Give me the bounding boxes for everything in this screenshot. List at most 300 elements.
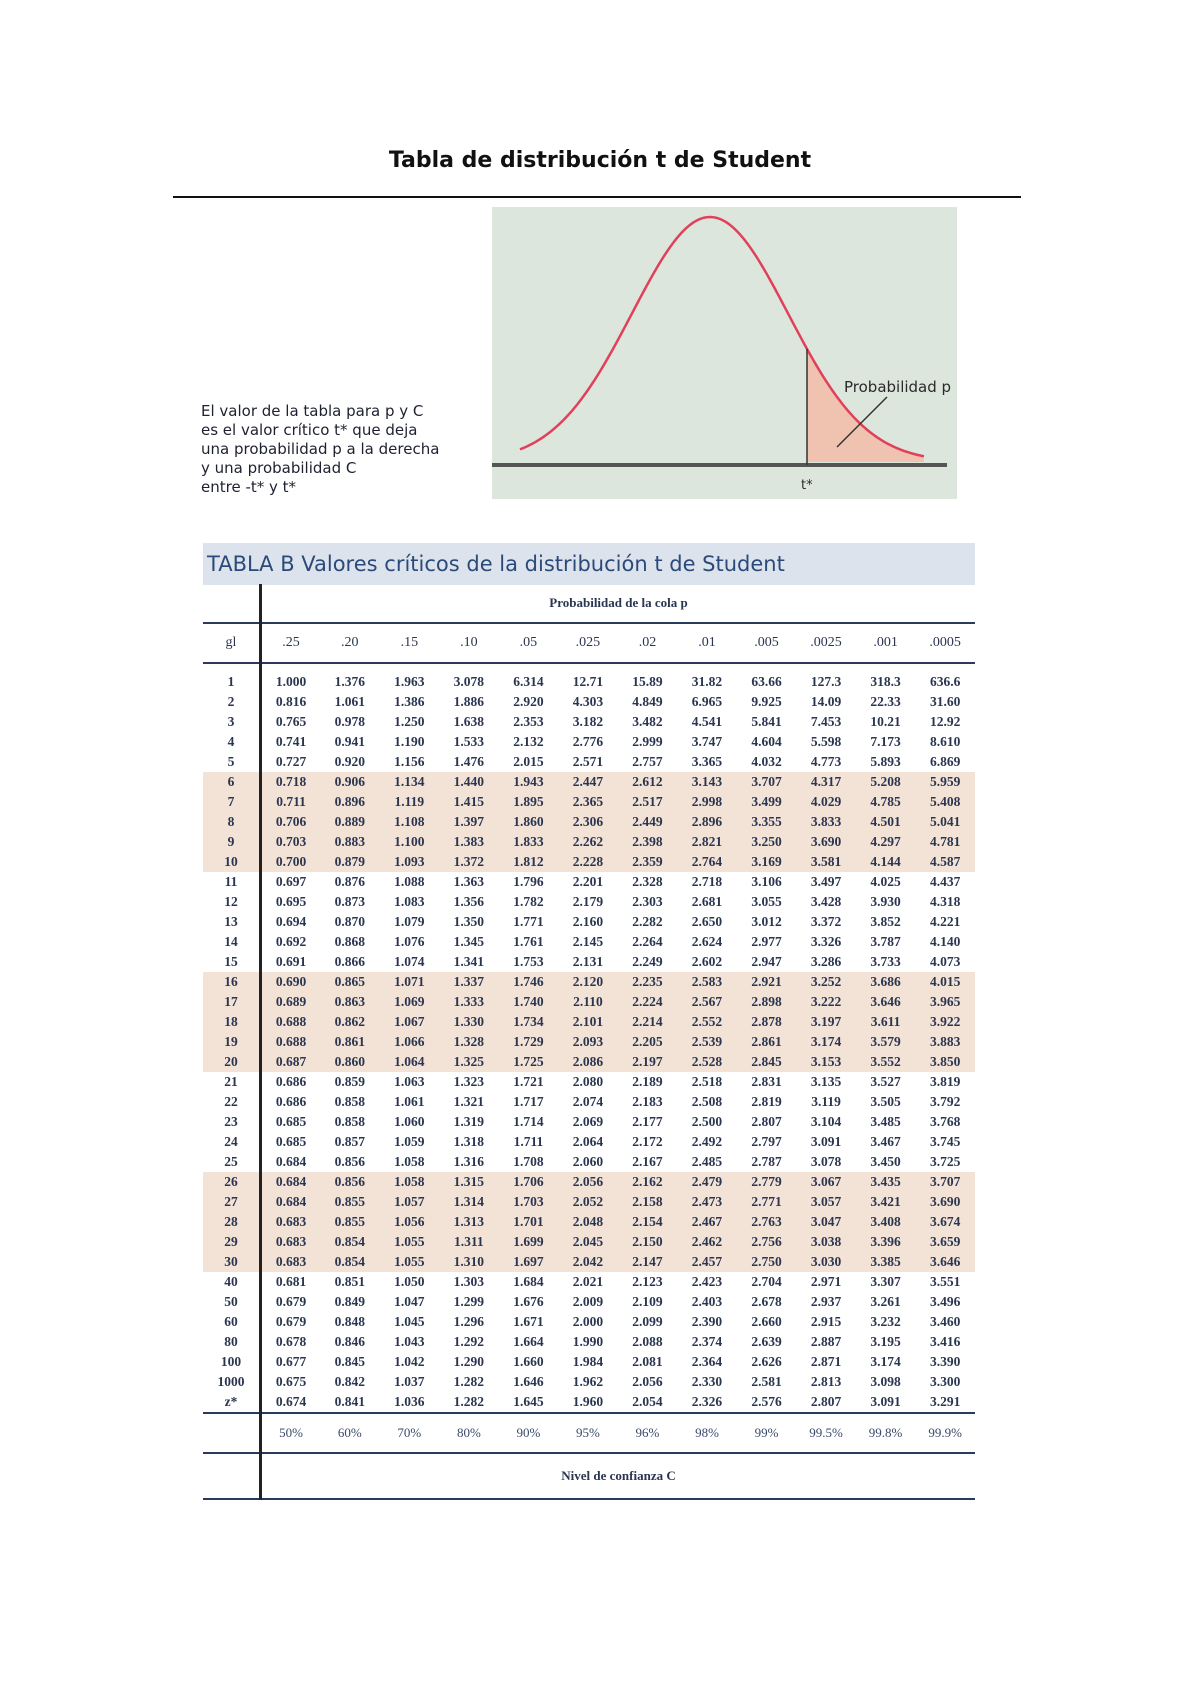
- value-cell: 2.807: [751, 1114, 782, 1129]
- value-cell: 3.460: [929, 1314, 961, 1329]
- value-cell: 0.695: [275, 894, 307, 909]
- value-cell: 1.638: [453, 714, 485, 729]
- value-cell: 1.706: [499, 1172, 559, 1192]
- value-cell: 3.326: [810, 934, 842, 949]
- value-cell: 3.135: [810, 1074, 842, 1089]
- value-cell: 2.330: [691, 1374, 723, 1389]
- value-cell: 2.224: [618, 992, 678, 1012]
- value-cell: 0.816: [275, 694, 307, 709]
- value-cell: 2.915: [810, 1314, 842, 1329]
- value-cell: 4.029: [796, 792, 856, 812]
- value-cell: 1.319: [453, 1114, 485, 1129]
- value-cell: 2.264: [632, 934, 663, 949]
- table-row: [203, 1252, 975, 1272]
- value-cell: 6.965: [691, 694, 723, 709]
- value-cell: 3.552: [856, 1052, 916, 1072]
- table-row: [203, 672, 975, 692]
- value-cell: 1.323: [453, 1074, 485, 1089]
- value-cell: 1.045: [394, 1314, 425, 1329]
- value-cell: 1.058: [394, 1154, 425, 1169]
- value-cell: 3.659: [915, 1232, 975, 1252]
- value-cell: 2.797: [751, 1134, 782, 1149]
- value-cell: 0.879: [320, 852, 380, 872]
- value-cell: 1.037: [394, 1374, 425, 1389]
- value-cell: 0.674: [261, 1392, 321, 1413]
- value-cell: 2.306: [558, 812, 618, 832]
- value-cell: 3.745: [929, 1134, 961, 1149]
- value-cell: 0.697: [275, 874, 307, 889]
- value-cell: 5.598: [810, 734, 842, 749]
- value-cell: 0.684: [275, 1154, 307, 1169]
- value-cell: 1.311: [439, 1232, 499, 1252]
- value-cell: 2.845: [737, 1052, 797, 1072]
- value-cell: 0.683: [261, 1252, 321, 1272]
- value-cell: 2.009: [572, 1294, 604, 1309]
- value-cell: 1.055: [380, 1232, 440, 1252]
- value-cell: 3.551: [929, 1274, 961, 1289]
- value-cell: 2.101: [558, 1012, 618, 1032]
- gl-cell: 20: [203, 1052, 261, 1072]
- value-cell: 1.321: [453, 1094, 485, 1109]
- corner-cell: [203, 1453, 261, 1499]
- value-cell: 2.479: [677, 1172, 737, 1192]
- value-cell: 1.833: [499, 832, 559, 852]
- value-cell: 2.467: [677, 1212, 737, 1232]
- table-row: [203, 1332, 975, 1352]
- value-cell: 1.316: [453, 1154, 485, 1169]
- value-cell: 4.303: [572, 694, 604, 709]
- gl-cell: 22: [203, 1092, 261, 1112]
- gl-cell: 14: [203, 932, 261, 952]
- value-cell: 0.677: [275, 1354, 307, 1369]
- value-cell: 0.848: [334, 1314, 365, 1329]
- value-cell: 1.314: [439, 1192, 499, 1212]
- table-row: [203, 1212, 975, 1232]
- value-cell: 4.221: [929, 914, 961, 929]
- value-cell: 1.734: [499, 1012, 559, 1032]
- value-cell: 3.153: [796, 1052, 856, 1072]
- value-cell: 2.718: [691, 874, 723, 889]
- value-cell: 0.876: [334, 874, 365, 889]
- value-cell: 3.055: [751, 894, 782, 909]
- value-cell: 1.895: [499, 792, 559, 812]
- value-cell: 0.883: [320, 832, 380, 852]
- confidence-cell: 99%: [737, 1413, 797, 1453]
- value-cell: 3.385: [856, 1252, 916, 1272]
- value-cell: 1.282: [439, 1392, 499, 1413]
- value-cell: 2.359: [618, 852, 678, 872]
- value-cell: 2.539: [677, 1032, 737, 1052]
- value-cell: 1.753: [513, 954, 544, 969]
- table-row: [203, 852, 975, 872]
- prob-label: Probabilidad p: [844, 378, 952, 396]
- value-cell: 2.999: [632, 734, 663, 749]
- value-cell: 2.088: [632, 1334, 663, 1349]
- value-cell: 0.686: [275, 1074, 307, 1089]
- value-cell: 0.765: [275, 714, 307, 729]
- value-cell: 2.831: [751, 1074, 782, 1089]
- gl-header: gl: [203, 623, 261, 663]
- value-cell: 1.984: [572, 1354, 604, 1369]
- value-cell: 10.21: [870, 714, 901, 729]
- value-cell: 636.6: [929, 674, 961, 689]
- table-row: [203, 1352, 975, 1372]
- value-cell: 1.725: [499, 1052, 559, 1072]
- confidence-cell: 96%: [618, 1413, 678, 1453]
- value-cell: 1.350: [453, 914, 485, 929]
- gl-cell: 4: [203, 732, 261, 752]
- value-cell: 2.390: [691, 1314, 723, 1329]
- caption-top-row: [203, 584, 975, 623]
- value-cell: 1.313: [439, 1212, 499, 1232]
- value-cell: 0.854: [320, 1252, 380, 1272]
- spacer-cell: [261, 663, 976, 672]
- value-cell: 2.756: [737, 1232, 797, 1252]
- value-cell: 3.852: [870, 914, 901, 929]
- table-row: [203, 1112, 975, 1132]
- value-cell: 0.685: [275, 1134, 307, 1149]
- value-cell: 4.317: [796, 772, 856, 792]
- gl-cell: 23: [203, 1112, 261, 1132]
- value-cell: 1.296: [453, 1314, 485, 1329]
- value-cell: 3.416: [929, 1334, 961, 1349]
- value-cell: 3.078: [453, 674, 485, 689]
- value-cell: 1.060: [394, 1114, 425, 1129]
- value-cell: 2.056: [632, 1374, 663, 1389]
- column-header-row: [203, 623, 975, 663]
- value-cell: 2.500: [691, 1114, 723, 1129]
- value-cell: 2.074: [572, 1094, 604, 1109]
- value-cell: 2.177: [632, 1114, 663, 1129]
- value-cell: 3.787: [870, 934, 901, 949]
- value-cell: 3.195: [870, 1334, 901, 1349]
- value-cell: 2.201: [572, 874, 604, 889]
- value-cell: 1.067: [380, 1012, 440, 1032]
- table-row: [203, 732, 975, 752]
- value-cell: 0.858: [334, 1114, 365, 1129]
- value-cell: 2.303: [632, 894, 663, 909]
- value-cell: 2.154: [618, 1212, 678, 1232]
- value-cell: 2.977: [751, 934, 782, 949]
- value-cell: 1.337: [439, 972, 499, 992]
- value-cell: 0.681: [275, 1274, 307, 1289]
- value-cell: 3.143: [677, 772, 737, 792]
- value-cell: 1.047: [394, 1294, 425, 1309]
- value-cell: 2.081: [632, 1354, 663, 1369]
- value-cell: 1.386: [394, 694, 425, 709]
- value-cell: 2.150: [618, 1232, 678, 1252]
- value-cell: 3.792: [929, 1094, 961, 1109]
- value-cell: 0.846: [334, 1334, 365, 1349]
- value-cell: 2.602: [691, 954, 723, 969]
- value-cell: 2.054: [618, 1392, 678, 1413]
- value-cell: 0.857: [334, 1134, 365, 1149]
- value-cell: 2.080: [572, 1074, 604, 1089]
- table-row: [203, 792, 975, 812]
- value-cell: 6.314: [513, 674, 544, 689]
- value-cell: 1.069: [380, 992, 440, 1012]
- value-cell: 3.174: [870, 1354, 901, 1369]
- value-cell: 5.041: [915, 812, 975, 832]
- value-cell: 1.376: [334, 674, 365, 689]
- value-cell: 3.252: [796, 972, 856, 992]
- value-cell: 0.862: [320, 1012, 380, 1032]
- table-row: [203, 1032, 975, 1052]
- gl-cell: 9: [203, 832, 261, 852]
- value-cell: 2.060: [572, 1154, 604, 1169]
- value-cell: 3.467: [870, 1134, 901, 1149]
- gl-cell: 29: [203, 1232, 261, 1252]
- value-cell: 1.066: [380, 1032, 440, 1052]
- value-cell: 3.499: [737, 792, 797, 812]
- value-cell: 4.297: [856, 832, 916, 852]
- value-cell: 0.727: [275, 754, 307, 769]
- value-cell: 2.197: [618, 1052, 678, 1072]
- value-cell: 22.33: [870, 694, 901, 709]
- value-cell: 3.232: [870, 1314, 901, 1329]
- value-cell: 2.064: [572, 1134, 604, 1149]
- value-cell: 1.093: [380, 852, 440, 872]
- value-cell: 3.291: [915, 1392, 975, 1413]
- gl-cell: 60: [203, 1312, 261, 1332]
- value-cell: 0.689: [261, 992, 321, 1012]
- value-cell: 3.611: [856, 1012, 916, 1032]
- value-cell: 4.025: [870, 874, 901, 889]
- table-row: [203, 1132, 975, 1152]
- value-cell: 2.457: [677, 1252, 737, 1272]
- table-row: [203, 1012, 975, 1032]
- table-row: [203, 1152, 975, 1172]
- value-cell: 0.679: [275, 1314, 307, 1329]
- table-row: [203, 1092, 975, 1112]
- value-cell: 3.450: [870, 1154, 901, 1169]
- value-cell: 6.869: [929, 754, 961, 769]
- value-cell: 1.190: [394, 734, 425, 749]
- gl-cell: 6: [203, 772, 261, 792]
- value-cell: 1.061: [394, 1094, 425, 1109]
- value-cell: 5.841: [751, 714, 782, 729]
- value-cell: 1.746: [499, 972, 559, 992]
- table-row: [203, 1392, 975, 1413]
- value-cell: 1.333: [439, 992, 499, 1012]
- table-row: [203, 1272, 975, 1292]
- table-row: [203, 872, 975, 892]
- value-cell: 0.691: [275, 954, 307, 969]
- value-cell: 3.030: [796, 1252, 856, 1272]
- value-cell: 2.398: [618, 832, 678, 852]
- value-cell: 2.821: [677, 832, 737, 852]
- value-cell: 0.711: [261, 792, 321, 812]
- column-header: .0025: [796, 623, 856, 663]
- value-cell: 3.012: [751, 914, 782, 929]
- value-cell: 1.325: [439, 1052, 499, 1072]
- value-cell: 3.250: [737, 832, 797, 852]
- value-cell: 0.841: [320, 1392, 380, 1413]
- gl-cell: 12: [203, 892, 261, 912]
- value-cell: 2.576: [737, 1392, 797, 1413]
- value-cell: 0.687: [261, 1052, 321, 1072]
- value-cell: 2.326: [677, 1392, 737, 1413]
- value-cell: 4.140: [929, 934, 961, 949]
- value-cell: 2.179: [572, 894, 604, 909]
- column-header: .02: [618, 623, 678, 663]
- value-cell: 1.812: [499, 852, 559, 872]
- gl-cell: 1000: [203, 1372, 261, 1392]
- column-header: .15: [380, 623, 440, 663]
- value-cell: 1.383: [439, 832, 499, 852]
- explanation-line: y una probabilidad C: [201, 459, 357, 477]
- value-cell: 2.896: [677, 812, 737, 832]
- value-cell: 2.807: [796, 1392, 856, 1413]
- value-cell: 0.675: [275, 1374, 307, 1389]
- value-cell: 2.947: [751, 954, 782, 969]
- value-cell: 1.963: [394, 674, 425, 689]
- value-cell: 1.886: [453, 694, 485, 709]
- value-cell: 1.292: [453, 1334, 485, 1349]
- value-cell: 0.683: [261, 1232, 321, 1252]
- value-cell: 9.925: [751, 694, 782, 709]
- value-cell: 3.833: [796, 812, 856, 832]
- value-cell: 0.741: [275, 734, 307, 749]
- value-cell: 2.099: [632, 1314, 663, 1329]
- value-cell: 1.761: [513, 934, 544, 949]
- table-row: [203, 1072, 975, 1092]
- caption-bottom-row: [203, 1453, 975, 1499]
- value-cell: 2.921: [737, 972, 797, 992]
- value-cell: 1.697: [499, 1252, 559, 1272]
- gl-cell: 26: [203, 1172, 261, 1192]
- explanation-line: El valor de la tabla para p y C: [201, 402, 424, 420]
- value-cell: 2.109: [632, 1294, 663, 1309]
- value-cell: 2.787: [751, 1154, 782, 1169]
- confidence-cell: 99.8%: [856, 1413, 916, 1453]
- value-cell: 4.849: [632, 694, 663, 709]
- value-cell: 3.119: [811, 1094, 841, 1109]
- column-header: .005: [737, 623, 797, 663]
- value-cell: 2.262: [558, 832, 618, 852]
- value-cell: 0.906: [320, 772, 380, 792]
- value-cell: 1.796: [513, 874, 544, 889]
- confidence-cell: 99.9%: [915, 1413, 975, 1453]
- value-cell: 2.571: [572, 754, 604, 769]
- value-cell: 1.699: [499, 1232, 559, 1252]
- value-cell: 2.624: [691, 934, 723, 949]
- value-cell: 0.941: [334, 734, 365, 749]
- value-cell: 2.763: [737, 1212, 797, 1232]
- table-row: [203, 992, 975, 1012]
- value-cell: 3.768: [929, 1114, 961, 1129]
- value-cell: 2.120: [558, 972, 618, 992]
- value-cell: 31.60: [929, 694, 961, 709]
- value-cell: 2.183: [632, 1094, 663, 1109]
- value-cell: 14.09: [810, 694, 842, 709]
- value-cell: 0.889: [320, 812, 380, 832]
- value-cell: 2.205: [618, 1032, 678, 1052]
- value-cell: 15.89: [632, 674, 663, 689]
- value-cell: 2.567: [677, 992, 737, 1012]
- value-cell: 3.707: [737, 772, 797, 792]
- value-cell: 5.893: [870, 754, 901, 769]
- value-cell: 318.3: [870, 674, 901, 689]
- gl-cell: 7: [203, 792, 261, 812]
- value-cell: 2.764: [677, 852, 737, 872]
- value-cell: 2.353: [513, 714, 544, 729]
- value-cell: 2.681: [691, 894, 723, 909]
- value-cell: 2.462: [677, 1232, 737, 1252]
- value-cell: 1.074: [394, 954, 425, 969]
- value-cell: 5.959: [915, 772, 975, 792]
- value-cell: 1.134: [380, 772, 440, 792]
- value-cell: 1.660: [513, 1354, 544, 1369]
- value-cell: 1.356: [453, 894, 485, 909]
- value-cell: 2.626: [751, 1354, 782, 1369]
- confidence-cell: 99.5%: [796, 1413, 856, 1453]
- value-cell: 0.683: [261, 1212, 321, 1232]
- value-cell: 4.437: [929, 874, 961, 889]
- spacer-row: [203, 663, 975, 672]
- value-cell: 4.785: [856, 792, 916, 812]
- value-cell: 3.104: [810, 1114, 842, 1129]
- value-cell: 2.158: [618, 1192, 678, 1212]
- value-cell: 1.328: [439, 1032, 499, 1052]
- value-cell: 3.372: [810, 914, 842, 929]
- value-cell: 4.541: [691, 714, 723, 729]
- value-cell: 1.079: [394, 914, 425, 929]
- value-cell: 2.249: [632, 954, 663, 969]
- value-cell: 4.032: [751, 754, 782, 769]
- value-cell: 3.428: [810, 894, 842, 909]
- value-cell: 3.482: [632, 714, 663, 729]
- value-cell: 1.056: [380, 1212, 440, 1232]
- value-cell: 1.043: [394, 1334, 425, 1349]
- value-cell: 1.071: [380, 972, 440, 992]
- value-cell: 0.920: [334, 754, 365, 769]
- value-cell: 3.355: [737, 812, 797, 832]
- table-row: [203, 692, 975, 712]
- value-cell: 3.182: [572, 714, 604, 729]
- value-cell: 0.859: [334, 1074, 365, 1089]
- value-cell: 2.871: [810, 1354, 842, 1369]
- table-row: [203, 1052, 975, 1072]
- value-cell: 7.173: [870, 734, 901, 749]
- value-cell: 0.690: [261, 972, 321, 992]
- gl-cell: z*: [203, 1392, 261, 1413]
- value-cell: 31.82: [691, 674, 723, 689]
- value-cell: 2.473: [677, 1192, 737, 1212]
- value-cell: 1.318: [453, 1134, 485, 1149]
- value-cell: 0.692: [275, 934, 307, 949]
- value-cell: 0.685: [275, 1114, 307, 1129]
- table-row: [203, 1312, 975, 1332]
- title-rule: [173, 196, 1021, 198]
- gl-cell: 15: [203, 952, 261, 972]
- value-cell: 3.707: [915, 1172, 975, 1192]
- gl-cell: 3: [203, 712, 261, 732]
- value-cell: 0.855: [320, 1212, 380, 1232]
- value-cell: 3.057: [796, 1192, 856, 1212]
- value-cell: 1.076: [394, 934, 425, 949]
- value-cell: 4.773: [810, 754, 842, 769]
- value-cell: 1.703: [499, 1192, 559, 1212]
- value-cell: 1.363: [453, 874, 485, 889]
- value-cell: 0.858: [334, 1094, 365, 1109]
- value-cell: 2.492: [691, 1134, 723, 1149]
- value-cell: 0.866: [334, 954, 365, 969]
- caption-bottom: Nivel de confianza C: [261, 1453, 976, 1499]
- value-cell: 3.686: [856, 972, 916, 992]
- value-cell: 2.235: [618, 972, 678, 992]
- value-cell: 2.093: [558, 1032, 618, 1052]
